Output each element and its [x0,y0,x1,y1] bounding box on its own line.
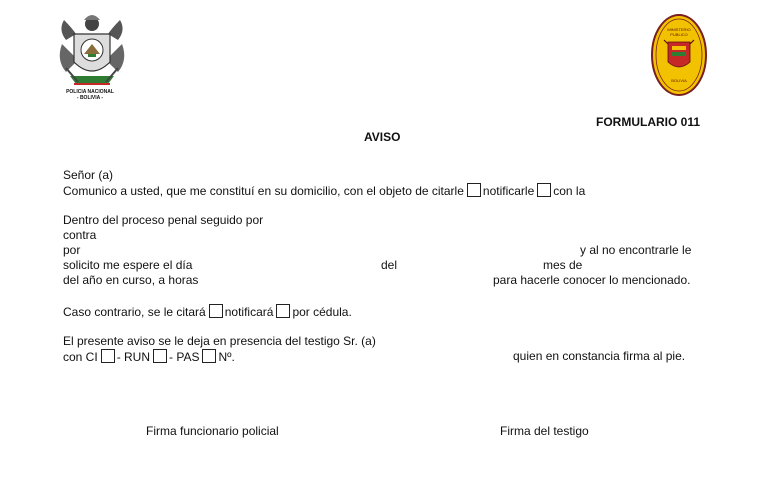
proceso-line-3-right: y al no encontrarle le [580,243,692,257]
seal-text-1: MINISTERIO [667,27,691,32]
police-caption-line-1: POLICIA NACIONAL [66,89,114,95]
ministerio-publico-seal [650,12,708,98]
seal-text-2: PUBLICO [670,32,688,37]
notificara-checkbox[interactable] [276,304,290,318]
page-title: AVISO [364,130,401,144]
caso-text-3: por cédula. [292,305,352,319]
pas-label: - PAS [169,350,200,364]
purpose-line [63,183,585,198]
purpose-text-1: Comunico a usted, que me constituí en su domicilio, con el objeto de citarle [63,184,464,198]
police-emblem-caption [56,89,124,101]
notificarle-checkbox[interactable] [537,183,551,197]
proceso-line-5-b: para hacerle conocer lo mencionado. [493,273,691,287]
caso-contrario-line [63,304,352,319]
pas-checkbox[interactable] [202,349,216,363]
ci-label: con CI [63,350,98,364]
signature-officer: Firma funcionario policial [146,424,279,438]
signature-witness: Firma del testigo [500,424,589,438]
testigo-line-1: El presente aviso se le deja en presencia del testigo Sr. (a) [63,334,376,348]
seal-text-3: BOLIVIA [671,78,687,83]
proceso-line-2: contra [63,228,97,242]
police-caption-line-2: - BOLIVIA - [76,95,104,101]
citarle-checkbox[interactable] [467,183,481,197]
testigo-line-2-right: quien en constancia firma al pie. [513,349,686,363]
run-checkbox[interactable] [153,349,167,363]
proceso-line-5-a: del año en curso, a horas [63,273,199,287]
citara-checkbox[interactable] [209,304,223,318]
caso-text-1: Caso contrario, se le citará [63,305,206,319]
proceso-line-4-c: mes de [543,258,583,272]
proceso-line-3-left: por [63,243,81,257]
run-label: - RUN [116,350,151,364]
form-code: FORMULARIO 011 [596,115,701,129]
purpose-text-3: con la [553,184,586,198]
salutation: Señor (a) [63,168,114,182]
proceso-line-4-a: solicito me espere el día [63,258,193,272]
proceso-line-4-b: del [381,258,398,272]
numero-label: Nº. [218,350,235,364]
ci-checkbox[interactable] [101,349,115,363]
proceso-line-1: Dentro del proceso penal seguido por [63,213,264,227]
testigo-line-2 [63,349,235,364]
purpose-text-2: notificarle [482,184,535,198]
caso-text-2: notificará [224,305,274,319]
